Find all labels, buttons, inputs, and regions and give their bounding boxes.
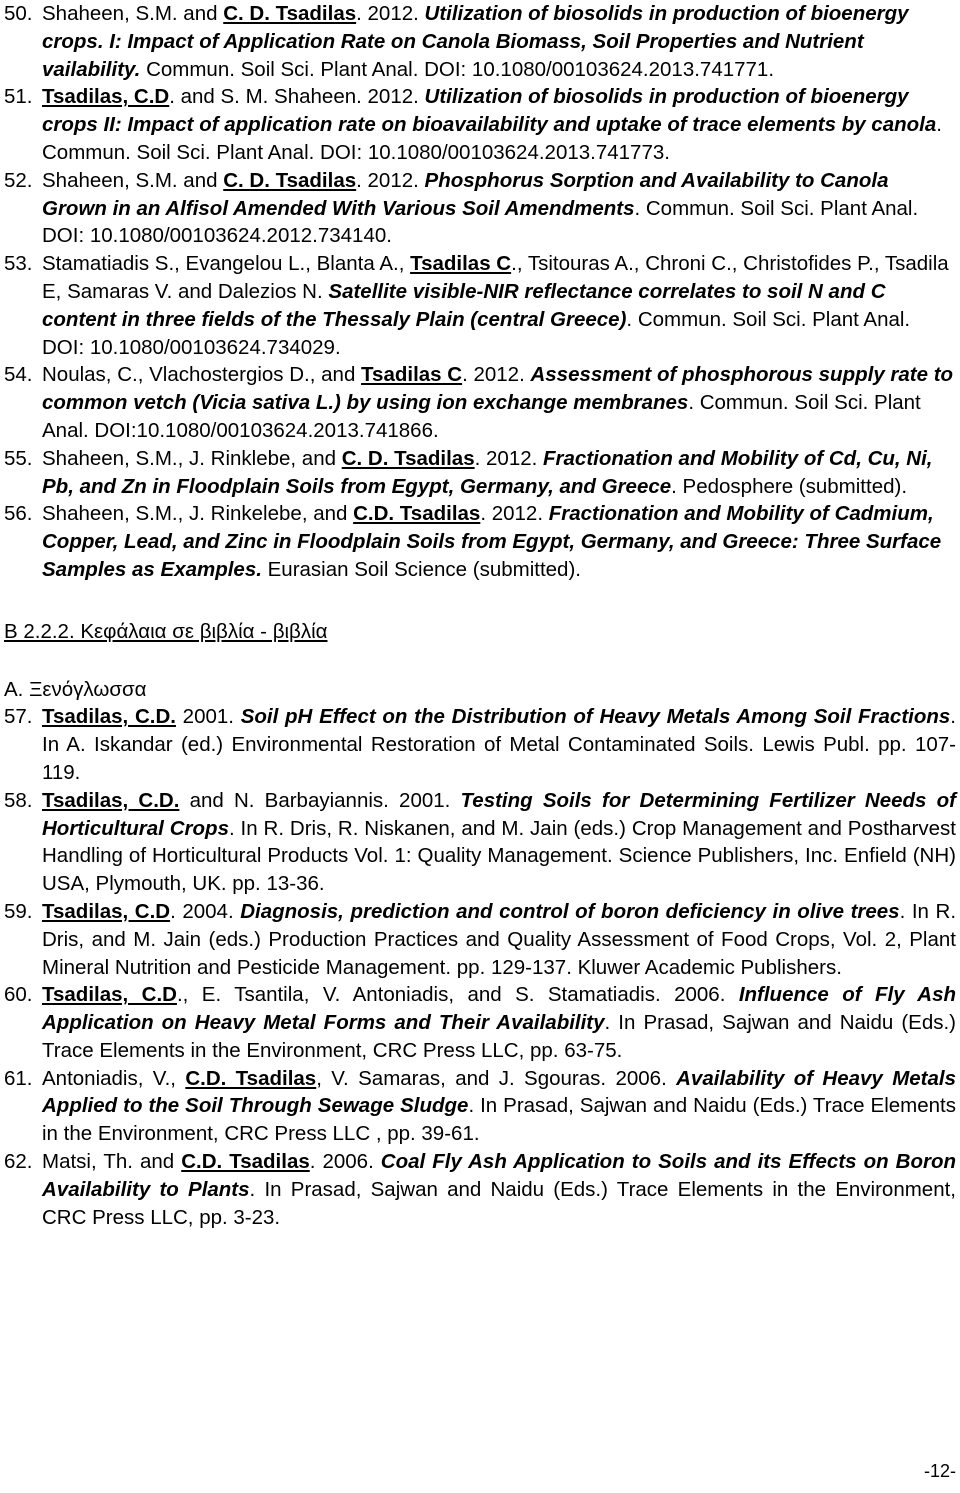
reference-number: 52. — [4, 168, 33, 192]
reference-text — [42, 361, 956, 444]
reference-text — [42, 787, 956, 898]
reference-highlighted-author: Tsadilas C — [361, 363, 463, 387]
reference-highlighted-author: Tsadilas, C.D — [42, 983, 177, 1007]
reference-title: Coal Fly Ash Application to Soils and its Effects on Boron Availability to Plants — [42, 1150, 956, 1201]
reference-year: ., Tsitouras A., Chroni C., Christofides P., Tsadila E, Samaras V. and Dalezios N. — [42, 252, 949, 303]
reference-text — [42, 445, 956, 501]
reference-item — [4, 0, 956, 83]
reference-source: . In R. Dris, R. Niskanen, and M. Jain (eds.) Crop Management and Postharvest Handling of Horticultural Products Vol. 1: Quality Management. Science Publishers, Inc. Enfield (NH) USA, Plymouth, UK. pp. 13-36. — [42, 816, 956, 896]
reference-source: . Commun. Soil Sci. Plant Anal. DOI: 10.1080/00103624.2013.741773. — [42, 113, 942, 164]
reference-item — [4, 83, 956, 166]
reference-highlighted-author: Tsadilas, C.D. — [42, 788, 180, 812]
reference-title: Availability of Heavy Metals Applied to the Soil Through Sewage Sludge — [42, 1066, 956, 1118]
reference-source: . In Prasad, Sajwan and Naidu (Eds.) Trace Elements in the Environment, CRC Press LLC , pp. 39-61. — [42, 1094, 956, 1146]
reference-number: 56. — [4, 502, 33, 526]
reference-text — [42, 167, 956, 250]
reference-title: Assessment of phosphorous supply rate to common vetch (Vicia sativa L.) by using ion exchange membranes — [42, 363, 954, 415]
reference-authors: Antoniadis, V., — [42, 1066, 186, 1090]
reference-number: 55. — [4, 446, 33, 470]
reference-number: 57. — [4, 705, 33, 729]
reference-highlighted-author: C.D. Tsadilas — [185, 1066, 317, 1090]
reference-title: Fractionation and Mobility of Cd, Cu, Ni, Pb, and Zn in Floodplain Soils from Egypt, Germany, and Greece — [42, 446, 933, 498]
reference-title: Utilization of biosolids in production of bioenergy crops II: Impact of application rate on bioavailability and uptake of trace elements by canola — [42, 85, 937, 137]
reference-year: . and S. M. Shaheen. 2012. — [169, 85, 425, 109]
reference-year: 2001. — [175, 705, 241, 729]
reference-source: . In Prasad, Sajwan and Naidu (Eds.) Trace Elements in the Environment, CRC Press LLC, pp. 3-23. — [42, 1177, 956, 1229]
reference-highlighted-author: C. D. Tsadilas — [223, 2, 357, 25]
reference-source: Eurasian Soil Science (submitted). — [261, 557, 581, 581]
reference-item — [4, 445, 956, 501]
reference-text — [42, 1065, 956, 1148]
reference-year: . 2012. — [474, 446, 544, 470]
reference-highlighted-author: C. D. Tsadilas — [341, 446, 475, 470]
reference-highlighted-author: Tsadilas, C.D — [42, 899, 171, 923]
reference-title: Soil pH Effect on the Distribution of Heavy Metals Among Soil Fractions — [240, 705, 951, 729]
reference-number: 59. — [4, 899, 33, 923]
reference-title: Influence of Fly Ash Application on Heavy Metal Forms and Their Availability — [42, 983, 957, 1035]
reference-authors: Stamatiadis S., Evangelou L., Blanta A., — [42, 252, 411, 276]
reference-number: 54. — [4, 363, 33, 387]
reference-text — [42, 703, 956, 786]
reference-year: . 2012. — [356, 168, 425, 192]
reference-source: . In Prasad, Sajwan and Naidu (Eds.) Trace Elements in the Environment, CRC Press LLC, pp. 63-75. — [42, 1011, 956, 1062]
reference-text — [42, 83, 956, 166]
reference-highlighted-author: Tsadilas C — [410, 252, 512, 276]
reference-highlighted-author: C.D. Tsadilas — [181, 1150, 310, 1174]
reference-highlighted-author: Tsadilas, C.D — [42, 85, 170, 109]
reference-text — [42, 898, 956, 981]
reference-year: and N. Barbayiannis. 2001. — [179, 788, 461, 812]
reference-title: Satellite visible-NIR reflectance correlates to soil N and C content in three fields of the Thessaly Plain (central Greece) — [42, 279, 886, 331]
reference-authors: Shaheen, S.M., J. Rinklebe, and — [42, 446, 342, 470]
reference-authors: Shaheen, S.M. and — [42, 168, 224, 192]
reference-source: Commun. Soil Sci. Plant Anal. DOI: 10.1080/00103624.2013.741771. — [140, 57, 775, 81]
reference-year: . 2006. — [309, 1150, 381, 1174]
reference-authors: Matsi, Th. and — [42, 1150, 182, 1174]
book-chapter-reference-list — [4, 703, 956, 1231]
reference-number: 51. — [4, 85, 33, 109]
reference-text — [42, 0, 956, 83]
reference-item — [4, 1148, 956, 1231]
reference-item — [4, 1065, 956, 1148]
reference-item — [4, 898, 956, 981]
reference-item — [4, 981, 956, 1064]
reference-highlighted-author: C.D. Tsadilas — [353, 502, 481, 526]
reference-source: . Pedosphere (submitted). — [671, 474, 908, 498]
reference-title: Utilization of biosolids in production of bioenergy crops. I: Impact of Application Rate on Canola Biomass, Soil Properties and Nutrient vailability. — [42, 2, 909, 81]
reference-authors: Noulas, C., Vlachostergios D., and — [42, 363, 362, 387]
reference-source: . Commun. Soil Sci. Plant Anal. DOI:10.1080/00103624.2013.741866. — [42, 391, 921, 442]
reference-number: 50. — [4, 2, 33, 25]
reference-item — [4, 361, 956, 444]
reference-item — [4, 250, 956, 361]
reference-number: 62. — [4, 1150, 33, 1174]
reference-item — [4, 500, 956, 583]
reference-highlighted-author: C. D. Tsadilas — [223, 168, 357, 192]
reference-source: . Commun. Soil Sci. Plant Anal. DOI: 10.1080/00103624.734029. — [42, 307, 911, 359]
reference-source: . In R. Dris, and M. Jain (eds.) Production Practices and Quality Assessment of Food Crops, Vol. 2, Plant Mineral Nutrition and Pesticide Management. pp. 129-137. Kluwer Academic Publishers. — [42, 899, 957, 979]
reference-item — [4, 787, 956, 898]
reference-text — [42, 1148, 956, 1231]
reference-number: 58. — [4, 788, 33, 812]
document-page — [4, 0, 956, 1231]
reference-year: . 2012. — [462, 363, 531, 387]
reference-title: Testing Soils for Determining Fertilizer Needs of Horticultural Crops — [42, 788, 956, 840]
reference-text — [42, 250, 956, 361]
reference-number: 53. — [4, 252, 33, 276]
reference-year: , V. Samaras, and J. Sgouras. 2006. — [316, 1066, 677, 1090]
reference-title: Fractionation and Mobility of Cadmium, Copper, Lead, and Zinc in Floodplain Soils from Egypt, Germany, and Greece: Three Surface Samples as Examples. — [42, 502, 942, 581]
reference-source: . In A. Iskandar (ed.) Environmental Restoration of Metal Contaminated Soils. Lewis Publ. pp. 107-119. — [42, 705, 956, 784]
reference-item — [4, 703, 956, 786]
reference-text — [42, 981, 956, 1064]
subsection-heading: Α. Ξενόγλωσσα — [4, 677, 147, 701]
reference-title: Phosphorus Sorption and Availability to Canola Grown in an Alfisol Amended With Various Soil Amendments — [42, 168, 889, 220]
reference-number: 60. — [4, 983, 33, 1007]
reference-year: . 2004. — [170, 899, 241, 923]
section-heading: Β 2.2.2. Κεφάλαια σε βιβλία - βιβλία — [4, 619, 328, 643]
reference-highlighted-author: Tsadilas, C.D. — [42, 705, 176, 729]
page-number: -12- — [923, 1461, 956, 1481]
reference-title: Diagnosis, prediction and control of boron deficiency in olive trees — [240, 899, 900, 923]
reference-number: 61. — [4, 1066, 33, 1090]
reference-authors: Shaheen, S.M. and — [42, 2, 224, 25]
reference-year: . 2012. — [480, 502, 549, 526]
reference-authors: Shaheen, S.M., J. Rinkelebe, and — [42, 502, 354, 526]
journal-reference-list — [4, 0, 956, 584]
reference-year: ., E. Tsantila, V. Antoniadis, and S. Stamatiadis. 2006. — [176, 983, 739, 1007]
reference-item — [4, 167, 956, 250]
reference-source: . Commun. Soil Sci. Plant Anal. DOI: 10.1080/00103624.2012.734140. — [42, 196, 919, 248]
reference-text — [42, 500, 956, 583]
reference-year: . 2012. — [356, 2, 425, 25]
